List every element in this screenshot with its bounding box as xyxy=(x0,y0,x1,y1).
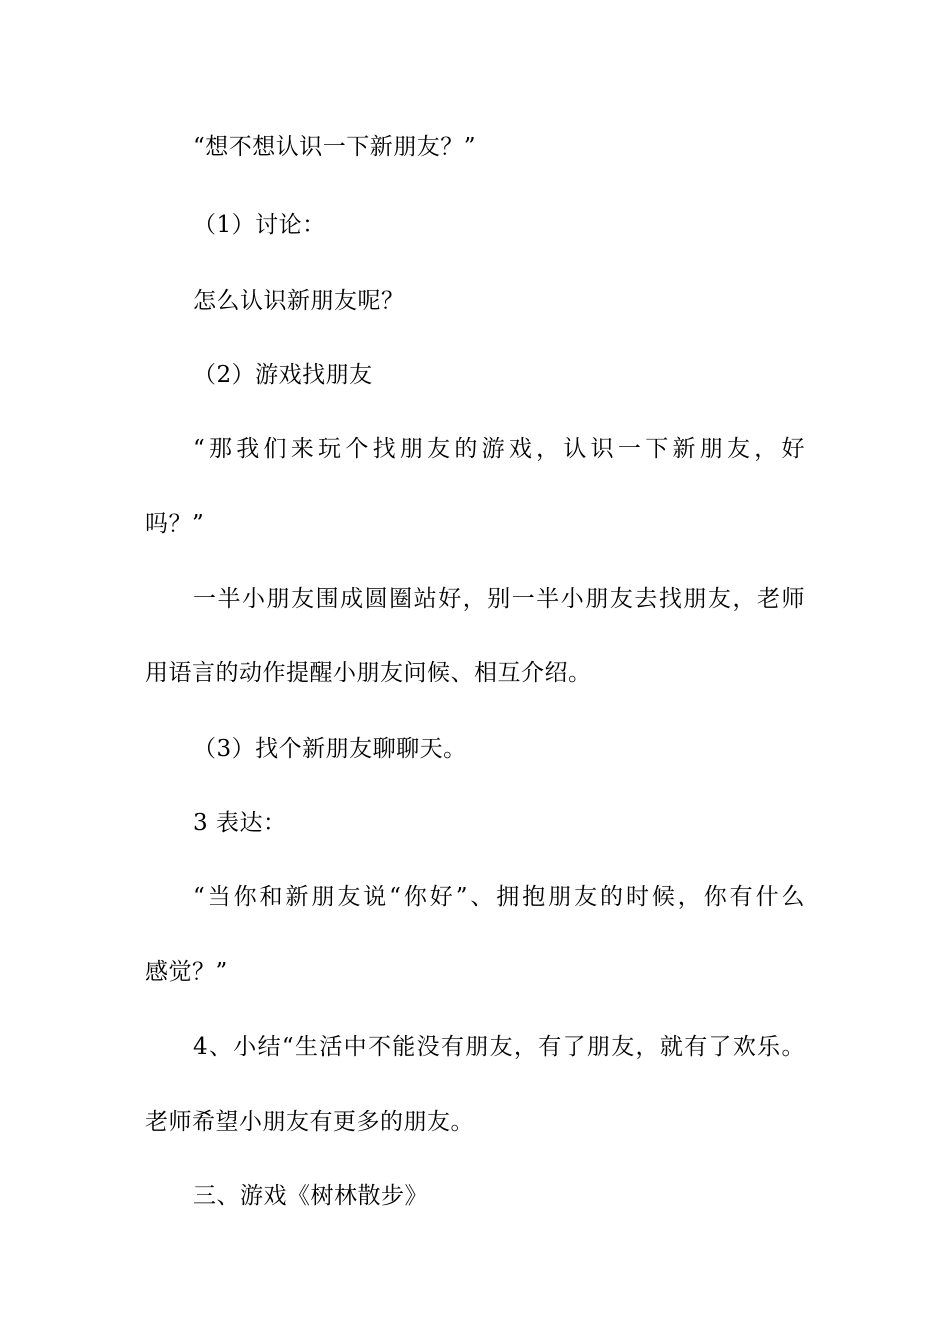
paragraph-line: 感觉？” xyxy=(145,959,228,985)
paragraph-line: 吗？” xyxy=(145,511,205,537)
paragraph-line: （2）游戏找朋友 xyxy=(193,362,373,388)
paragraph-line: 3 表达： xyxy=(193,810,287,836)
paragraph-line: “那我们来玩个找朋友的游戏，认识一下新朋友，好 xyxy=(193,436,805,462)
paragraph-line: “当你和新朋友说“你好”、拥抱朋友的时候，你有什么 xyxy=(193,884,805,910)
paragraph-line: “想不想认识一下新朋友？” xyxy=(193,134,477,160)
paragraph-line: 一半小朋友围成圆圈站好，别一半小朋友去找朋友，老师 xyxy=(193,586,805,612)
paragraph-line: 4、小结“生活中不能没有朋友，有了朋友，就有了欢乐。 xyxy=(193,1034,805,1060)
paragraph-line: （3）找个新朋友聊聊天。 xyxy=(193,736,467,762)
paragraph-line: （1）讨论： xyxy=(193,212,326,238)
paragraph-line: 用语言的动作提醒小朋友问候、相互介绍。 xyxy=(145,660,592,686)
paragraph-line: 老师希望小朋友有更多的朋友。 xyxy=(145,1109,474,1135)
paragraph-line: 怎么认识新朋友呢？ xyxy=(193,288,405,314)
section-heading: 三、游戏《树林散步》 xyxy=(193,1183,428,1209)
